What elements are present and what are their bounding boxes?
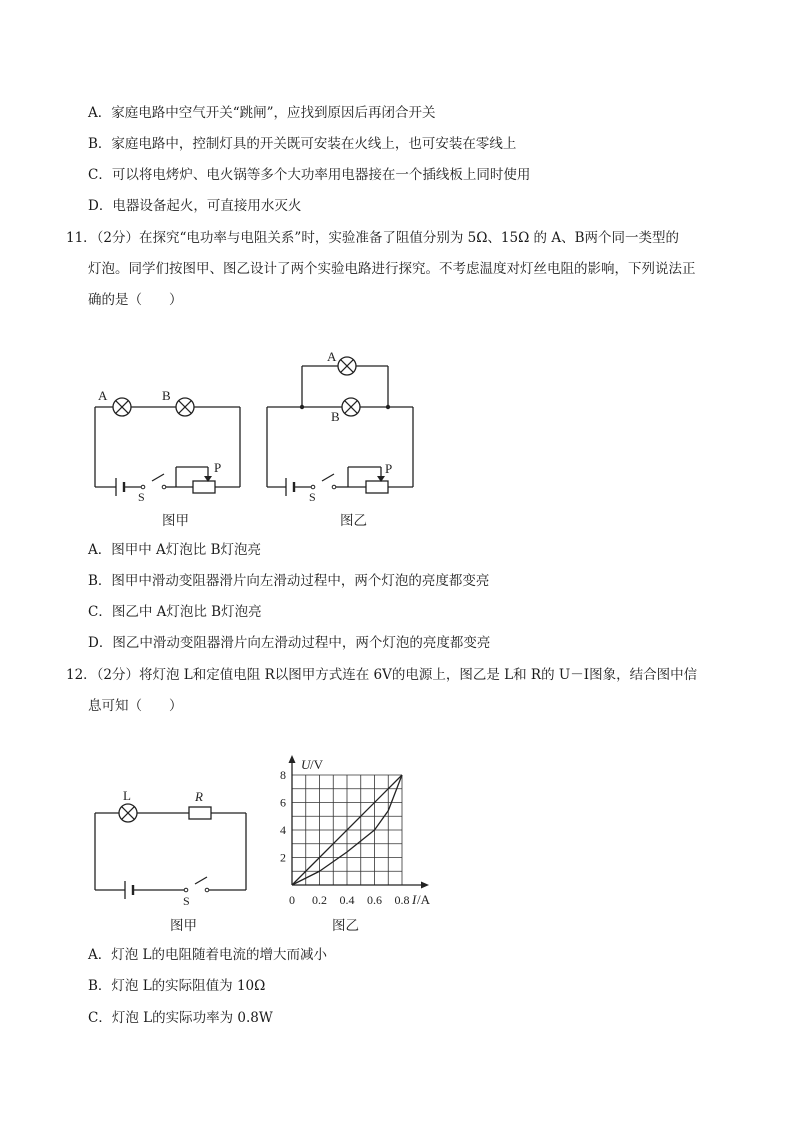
lamp-b-icon — [176, 398, 194, 416]
label-lamp-a: A — [327, 349, 337, 364]
label-slider-p: P — [214, 460, 222, 475]
y-axis-label-unit: /V — [310, 757, 323, 772]
label-lamp-b: B — [162, 388, 171, 403]
q12-fig2-caption: 图乙 — [332, 918, 359, 934]
x-tick-label: 0.2 — [312, 893, 327, 907]
x-tick-label: 0.6 — [367, 893, 382, 907]
q11-fig1-caption: 图甲 — [162, 513, 189, 529]
y-tick-label: 4 — [280, 823, 286, 837]
x-tick-label: 0.8 — [394, 893, 410, 907]
q12-stem-line2: 息可知（ ） — [88, 698, 183, 714]
label-resistor-r: R — [195, 789, 203, 804]
label-lamp-b: B — [331, 409, 340, 424]
y-axis-label-u: U — [301, 757, 311, 772]
x-axis-label-unit: /A — [417, 892, 430, 907]
q11-fig2-caption: 图乙 — [340, 513, 367, 529]
y-axis-arrow — [289, 755, 296, 763]
x-axis-label-i: I — [412, 892, 417, 907]
q12-option-c: C．灯泡 L的实际功率为 0.8W — [88, 1010, 273, 1026]
x-axis-arrow — [421, 882, 429, 889]
q11-stem-line2: 灯泡。同学们按图甲、图乙设计了两个实验电路进行探究。不考虑温度对灯丝电阻的影响，下列说法正 — [88, 261, 696, 277]
x-tick-label: 0 — [289, 893, 295, 907]
y-tick-label: 2 — [280, 850, 286, 865]
q11-option-d: D．图乙中滑动变阻器滑片向左滑动过程中，两个灯泡的亮度都变亮 — [88, 635, 491, 651]
lamp-a-icon — [338, 357, 356, 375]
q12-ui-graph — [275, 752, 440, 912]
q11-option-b: B．图甲中滑动变阻器滑片向左滑动过程中，两个灯泡的亮度都变亮 — [88, 573, 490, 589]
q12-stem-line1: 12．（2分）将灯泡 L和定值电阻 R以图甲方式连在 6V的电源上，图乙是 L和 R的 U－I图象，结合图中信 — [66, 667, 698, 683]
q11-stem-line1: 11．（2分）在探究“电功率与电阻关系”时，实验准备了阻值分别为 5Ω、15Ω 的 A、B两个同一类型的 — [66, 230, 680, 246]
y-tick-label: 6 — [280, 795, 286, 810]
q10-option-d: D．电器设备起火，可直接用水灭火 — [88, 198, 302, 214]
label-slider-p: P — [385, 461, 393, 476]
q10-option-b: B．家庭电路中，控制灯具的开关既可安装在火线上，也可安装在零线上 — [88, 136, 517, 152]
q11-circuit-yi — [255, 345, 425, 505]
x-tick-label: 0.4 — [339, 893, 355, 907]
label-switch-s: S — [138, 490, 145, 504]
label-switch-s: S — [183, 894, 190, 908]
label-switch-s: S — [309, 490, 316, 504]
label-lamp-a: A — [98, 388, 108, 403]
q12-fig1-caption: 图甲 — [170, 918, 197, 934]
q10-option-c: C．可以将电烤炉、电火锅等多个大功率用电器接在一个插线板上同时使用 — [88, 167, 531, 183]
q11-option-c: C．图乙中 A灯泡比 B灯泡亮 — [88, 604, 262, 620]
y-tick-label: 8 — [280, 768, 286, 782]
q11-stem-line3: 确的是（ ） — [88, 292, 183, 308]
label-lamp-l: L — [123, 788, 131, 803]
lamp-a-icon — [113, 398, 131, 416]
q12-option-b: B．灯泡 L的实际阻值为 10Ω — [88, 978, 266, 994]
q12-circuit-jia — [85, 788, 260, 908]
q11-option-a: A．图甲中 A灯泡比 B灯泡亮 — [88, 542, 262, 558]
lamp-b-icon — [342, 398, 360, 416]
q11-circuit-jia — [80, 375, 255, 505]
q12-option-a: A．灯泡 L的电阻随着电流的增大而减小 — [88, 947, 328, 963]
lamp-l-icon — [119, 804, 137, 822]
q10-option-a: A．家庭电路中空气开关“跳闸”，应找到原因后再闭合开关 — [88, 105, 436, 121]
